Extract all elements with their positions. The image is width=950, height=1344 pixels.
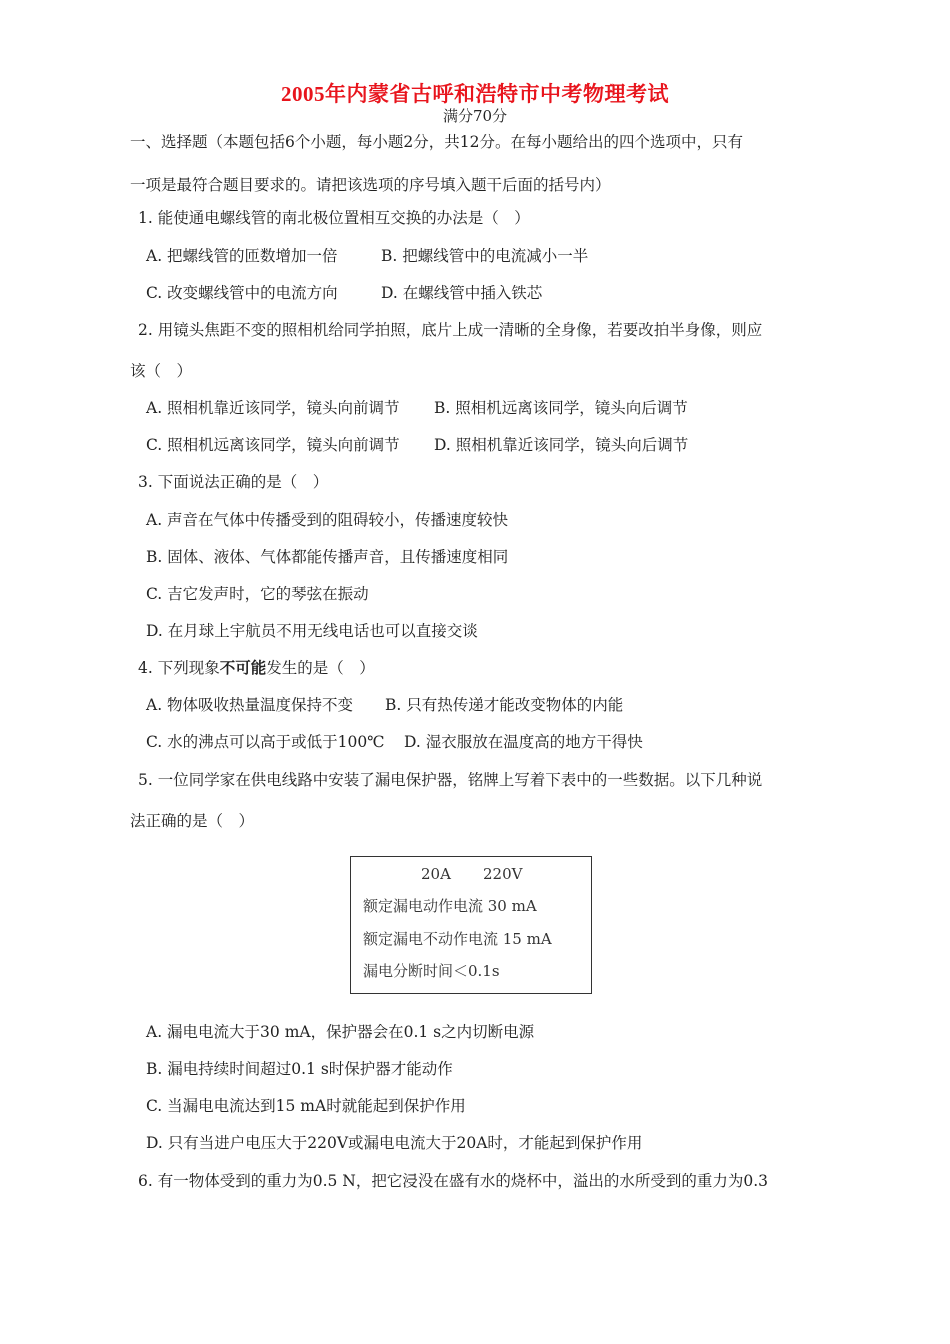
q2-stem-line2: 该（ ） xyxy=(130,362,193,380)
q2-stem-line1: 2. 用镜头焦距不变的照相机给同学拍照，底片上成一清晰的全身像，若要改拍半身像，则应 xyxy=(138,321,763,339)
q6-stem-line1: 6. 有一物体受到的重力为0.5 N，把它浸没在盛有水的烧杯中，溢出的水所受到的重力为0.3 xyxy=(138,1172,769,1190)
page-title: 2005年内蒙省古呼和浩特市中考物理考试 xyxy=(281,82,669,106)
q5-option-a: A. 漏电电流大于30 mA，保护器会在0.1 s之内切断电源 xyxy=(146,1023,535,1041)
q3-option-c: C. 吉它发声时，它的琴弦在振动 xyxy=(146,585,369,603)
q2-option-b: B. 照相机远离该同学，镜头向后调节 xyxy=(434,399,688,417)
q4-stem xyxy=(138,658,375,678)
q4-stem-prefix: 4. 下列现象 xyxy=(138,659,220,677)
q4-option-a: A. 物体吸收热量温度保持不变 xyxy=(146,696,354,714)
q5-option-b: B. 漏电持续时间超过0.1 s时保护器才能动作 xyxy=(146,1060,453,1078)
q2-option-c: C. 照相机远离该同学，镜头向前调节 xyxy=(146,436,400,454)
nameplate-break-time: 漏电分断时间＜0.1s xyxy=(363,962,500,980)
q5-option-c: C. 当漏电电流达到15 mA时就能起到保护作用 xyxy=(146,1097,466,1115)
nameplate-voltage: 220V xyxy=(483,865,523,883)
q1-option-a: A. 把螺线管的匝数增加一倍 xyxy=(146,247,338,265)
section-instructions-line1: 一、选择题（本题包括6个小题，每小题2分，共12分。在每小题给出的四个选项中，只有 xyxy=(130,133,743,151)
q1-option-b: B. 把螺线管中的电流减小一半 xyxy=(381,247,589,265)
nameplate-table xyxy=(350,856,592,994)
q2-option-a: A. 照相机靠近该同学，镜头向前调节 xyxy=(146,399,400,417)
q3-option-b: B. 固体、液体、气体都能传播声音，且传播速度相同 xyxy=(146,548,509,566)
nameplate-current: 20A xyxy=(421,865,451,883)
q5-stem-line2: 法正确的是（ ） xyxy=(130,812,255,830)
q5-option-d: D. 只有当进户电压大于220V或漏电电流大于20A时，才能起到保护作用 xyxy=(146,1134,643,1152)
nameplate-trip-current: 额定漏电动作电流 30 mA xyxy=(363,897,537,915)
q5-stem-line1: 5. 一位同学家在供电线路中安装了漏电保护器，铭牌上写着下表中的一些数据。以下几种说 xyxy=(138,771,763,789)
q4-stem-emphasis: 不可能 xyxy=(219,659,267,677)
q3-stem: 3. 下面说法正确的是（ ） xyxy=(138,473,329,491)
q2-option-d: D. 照相机靠近该同学，镜头向后调节 xyxy=(434,436,689,454)
q4-stem-suffix: 发生的是（ ） xyxy=(266,659,375,677)
q1-option-c: C. 改变螺线管中的电流方向 xyxy=(146,284,338,302)
q4-option-c: C. 水的沸点可以高于或低于100℃ xyxy=(146,733,385,751)
full-score: 满分70分 xyxy=(442,107,508,125)
q1-stem: 1. 能使通电螺线管的南北极位置相互交换的办法是（ ） xyxy=(138,209,530,227)
q3-option-d: D. 在月球上宇航员不用无线电话也可以直接交谈 xyxy=(146,622,478,640)
q1-option-d: D. 在螺线管中插入铁芯 xyxy=(381,284,543,302)
q4-option-d: D. 湿衣服放在温度高的地方干得快 xyxy=(404,733,643,751)
nameplate-no-trip-current: 额定漏电不动作电流 15 mA xyxy=(363,930,552,948)
section-instructions-line2: 一项是最符合题目要求的。请把该选项的序号填入题干后面的括号内） xyxy=(130,176,611,194)
q3-option-a: A. 声音在气体中传播受到的阻碍较小，传播速度较快 xyxy=(146,511,509,529)
q4-option-b: B. 只有热传递才能改变物体的内能 xyxy=(385,696,624,714)
